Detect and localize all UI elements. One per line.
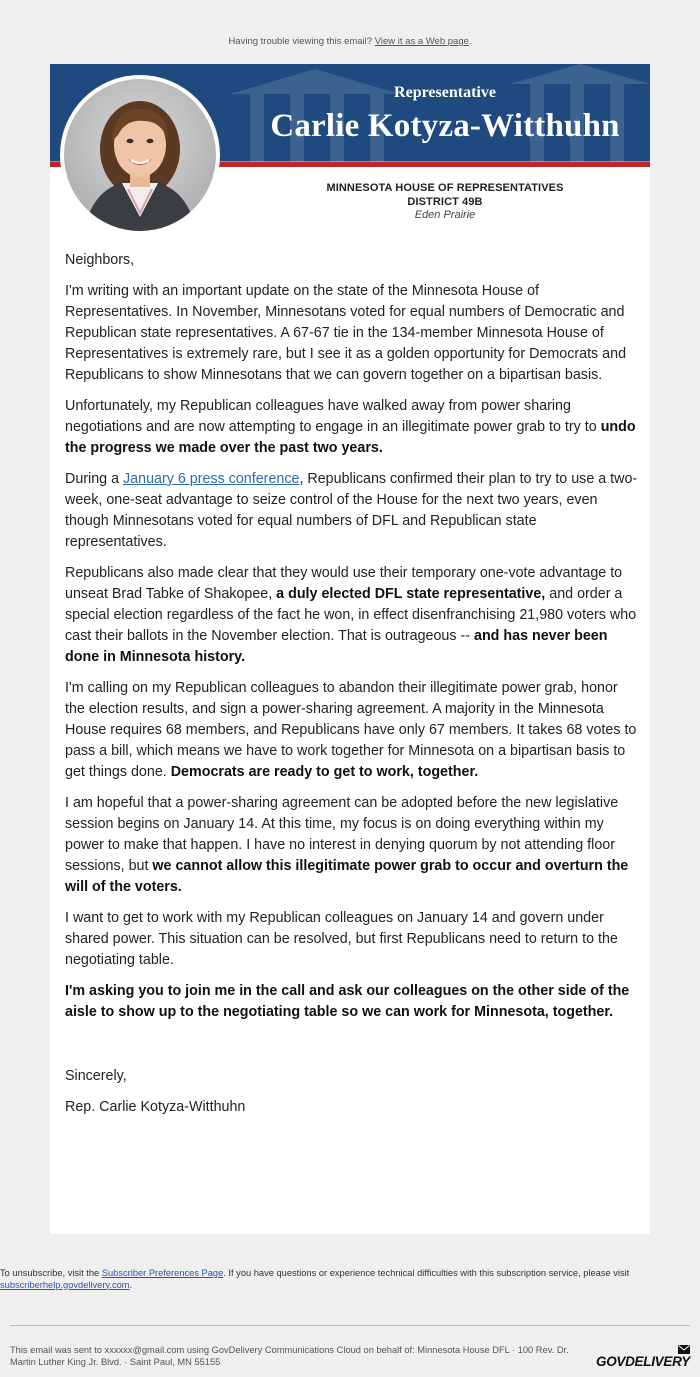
paragraph-8 [65,981,640,1023]
paragraph-3-text-b: , Republicans confirmed their plan to try to use a two-week, one-seat advantage to seize control of the House for the next two years, even though Minnesotans voted for equal numbers of DFL and Republican state representatives. [65,471,638,550]
unsubscribe-text-c: . [129,1279,133,1290]
paragraph-2 [65,396,640,459]
envelope-icon [678,1345,690,1354]
unsubscribe-note [0,1268,700,1291]
office-district: DISTRICT 49B [407,195,483,208]
paragraph-6-bold: we cannot allow this illegitimate power grab to occur and overturn the will of the voters. [65,858,629,895]
sent-note: This email was sent to xxxxxx@gmail.com using GovDelivery Communications Cloud on behalf of: Minnesota House DFL · 100 Rev. Dr. Martin Luther King Jr. Blvd. · Saint Paul, MN 55155 [10,1345,569,1367]
view-in-browser-text: Having trouble viewing this email? [228,36,375,47]
view-as-web-page-link[interactable]: View it as a Web page [374,36,469,47]
paragraph-4-text-b: and order a special election regardless of the fact he won, in effect disenfranchising 21,980 voters who cast their ballots in the November election. That is outrageous -- [65,586,637,644]
footer-divider [10,1325,690,1326]
paragraph-5 [65,678,640,783]
paragraph-5-text: I'm calling on my Republican colleagues to abandon their illegitimate power grab, honor the election results, and sign a power-sharing agreement. A majority in the Minnesota House requires 68 members, and Republicans have only 67 members. It takes 68 votes to pass a bill, which means we have to work together for Minnesota on a bipartisan basis to get things done. [65,680,637,780]
paragraph-7: I want to get to work with my Republican colleagues on January 14 and govern under shared power. This situation can be resolved, but first Republicans need to return to the negotiating table. [65,910,618,968]
view-in-browser-note [0,36,700,47]
paragraph-3 [65,469,640,553]
header-subtitle: Representative [394,84,496,101]
paragraph-5-bold: Democrats are ready to get to work, together. [170,764,479,780]
paragraph-4 [65,563,640,668]
representative-photo [60,75,220,235]
paragraph-1: I'm writing with an important update on the state of the Minnesota House of Representatives. In November, Minnesotans voted for equal numbers of Democratic and Republican state representatives. A 67-67 tie in the 134-member Minnesota House of Representatives is extremely rare, but I see it as a golden opportunity for Democrats and Republicans to show Minnesotans that we can govern together on a bipartisan basis. [65,283,627,383]
email-card [50,64,650,1234]
press-conference-link[interactable]: January 6 press conference [123,471,300,487]
letter-body [65,250,640,1128]
spacer [65,1033,640,1066]
signature: Rep. Carlie Kotyza-Witthuhn [65,1099,246,1115]
paragraph-3-text-a: During a [65,471,124,487]
paragraph-6-text: I am hopeful that a power-sharing agreement can be adopted before the new legislative session begins on January 14. At this time, my focus is on doing everything within my power to make that happen. I have no interest in denying quorum by not attending floor sessions, but [65,795,619,874]
closing: Sincerely, [65,1068,127,1084]
govdelivery-logo-text: GOVDELIVERY [596,1354,690,1369]
unsubscribe-text-b: . If you have questions or experience technical difficulties with this subscription service, please visit [223,1268,630,1278]
office-city: Eden Prairie [414,209,476,221]
paragraph-4-text-a: Republicans also made clear that they would use their temporary one-vote advantage to unseat Brad Tabke of Shakopee, [65,565,623,602]
greeting: Neighbors, [65,252,135,268]
subscriber-help-link[interactable]: subscriberhelp.govdelivery.com [0,1279,130,1290]
office-chamber: MINNESOTA HOUSE OF REPRESENTATIVES [326,182,564,194]
representative-name: Carlie Kotyza-Witthuhn [270,108,620,144]
office-info [240,182,650,223]
paragraph-4-bold-a: a duly elected DFL state representative, [276,586,546,602]
unsubscribe-text-a: To unsubscribe, visit the [0,1268,102,1278]
paragraph-4-bold-b: and has never been done in Minnesota history. [65,628,608,665]
view-in-browser-suffix: . [468,36,472,47]
paragraph-8-bold: I'm asking you to join me in the call and ask our colleagues on the other side of the aisle to show up to the negotiating table so we can work for Minnesota, together. [65,983,630,1020]
paragraph-6 [65,793,640,898]
govdelivery-logo [596,1345,690,1371]
subscriber-preferences-link[interactable]: Subscriber Preferences Page [101,1268,224,1278]
portrait-image [64,79,216,231]
paragraph-2-text: Unfortunately, my Republican colleagues have walked away from power sharing negotiations and are now attempting to engage in an illegitimate power grab to try to [65,398,601,435]
paragraph-2-bold: undo the progress we made over the past two years. [65,419,636,456]
